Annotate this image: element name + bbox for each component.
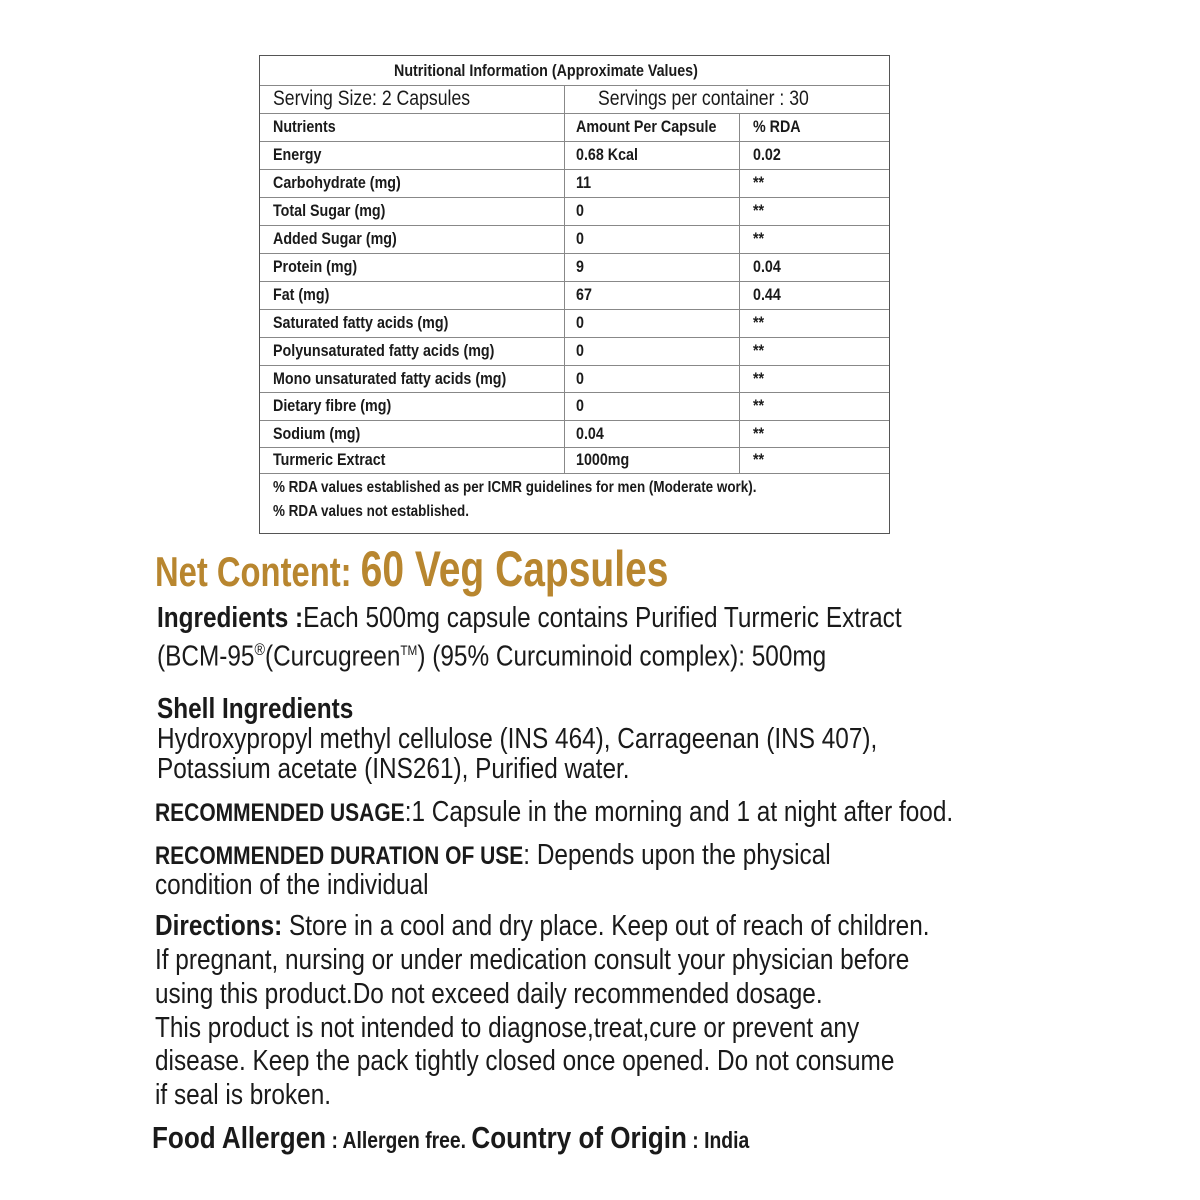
column-header-rda: % RDA [753,117,801,136]
nutrition-title: Nutritional Information (Approximate Values) [393,60,698,80]
directions: Directions: Store in a cool and dry place. Keep out of reach of children. [155,910,930,942]
nutrient-rda: ** [753,341,765,360]
registered-mark: ® [254,640,265,659]
recommended-usage-text: :1 Capsule in the morning and 1 at night after food. [404,796,954,828]
ingredients [157,602,1043,635]
nutrient-name: Saturated fatty acids (mg) [273,313,449,332]
recommended-usage-label: RECOMMENDED USAGE [155,799,405,827]
nutrient-name: Sodium (mg) [273,423,361,443]
column-divider [739,113,740,473]
nutrient-amount: 0.04 [576,423,604,443]
column-header-nutrients: Nutrients [273,117,336,136]
recommended-duration-line-2: condition of the individual [155,869,429,901]
column-header-amount: Amount Per Capsule [576,117,717,136]
table-row [260,253,889,282]
nutrient-amount: 0 [576,341,584,360]
table-row [260,281,889,310]
nutrient-rda: ** [753,423,765,443]
allergen-origin [152,1120,863,1156]
table-row [260,447,889,474]
directions-line: disease. Keep the pack tightly closed once opened. Do not consume [155,1045,895,1077]
nutrient-rda: ** [753,313,765,332]
nutrient-amount: 0 [576,201,584,220]
nutrient-name: Added Sugar (mg) [273,229,397,248]
shell-ingredients-line: Potassium acetate (INS261), Purified water. [157,753,630,785]
directions-line: This product is not intended to diagnose,treat,cure or prevent any [155,1012,860,1044]
nutrient-name: Energy [273,145,322,164]
nutrient-rda: 0.04 [753,257,781,276]
nutrient-amount: 9 [576,257,584,276]
country-of-origin-text: : India [686,1127,750,1153]
recommended-duration-label: RECOMMENDED DURATION OF USE [155,842,524,870]
food-allergen-label: Food Allergen [152,1120,327,1155]
nutrition-title-row [260,56,889,86]
rda-footnote: % RDA values not established. [273,503,469,520]
nutrient-rda: ** [753,396,765,415]
table-header-row [260,113,889,142]
nutrient-amount: 0 [576,313,584,332]
nutrient-name: Protein (mg) [273,257,358,276]
nutrient-name: Fat (mg) [273,285,330,304]
trademark-mark: TM [400,642,418,658]
nutrient-name: Dietary fibre (mg) [273,396,392,415]
table-row [260,309,889,338]
serving-size: Serving Size: 2 Capsules [273,87,471,110]
nutrient-name: Total Sugar (mg) [273,201,386,220]
rda-footnote: % RDA values established as per ICMR guidelines for men (Moderate work). [273,479,757,496]
recommended-usage [155,796,1105,829]
recommended-duration [155,839,959,872]
nutrition-table [259,55,890,534]
ingredients-label: Ingredients : [157,602,304,634]
nutrient-amount: 0.68 Kcal [576,145,638,164]
recommended-duration-text: : Depends upon the physical [523,839,831,871]
nutrient-rda: 0.02 [753,145,781,164]
ingredients-line-2: (BCM-95®(Curcugreen™) (95% Curcuminoid complex): 500mg [157,640,827,673]
ingredients-text: Each 500mg capsule contains Purified Turmeric Extract [303,602,902,634]
food-allergen-text: : Allergen free. [326,1127,472,1153]
directions-line: using this product.Do not exceed daily recommended dosage. [155,978,823,1010]
nutrient-amount: 67 [576,285,592,304]
net-content-value: 60 Veg Capsules [360,541,669,597]
nutrient-amount: 11 [576,173,592,192]
nutrient-rda: 0.44 [753,285,781,304]
net-content-label: Net Content: [155,548,361,595]
column-divider [564,85,565,473]
net-content [155,540,813,602]
shell-ingredients-line: Hydroxypropyl methyl cellulose (INS 464), Carrageenan (INS 407), [157,723,878,755]
table-row [260,337,889,366]
nutrient-amount: 0 [576,229,584,248]
directions-line: if seal is broken. [155,1079,332,1111]
table-row [260,197,889,226]
nutrient-amount: 0 [576,396,584,415]
directions-label: Directions: [155,910,283,942]
table-row [260,365,889,393]
nutrient-amount: 0 [576,368,584,388]
table-row [260,169,889,198]
table-row [260,392,889,421]
table-row [260,225,889,254]
country-of-origin-label: Country of Origin [471,1120,687,1155]
nutrient-amount: 1000mg [576,450,630,469]
table-row [260,141,889,170]
nutrient-name: Polyunsaturated fatty acids (mg) [273,341,495,360]
directions-line: If pregnant, nursing or under medication consult your physician before [155,944,910,976]
table-row [260,420,889,448]
nutrient-rda: ** [753,201,765,220]
nutrient-rda: ** [753,229,765,248]
servings-per-container: Servings per container : 30 [598,87,809,110]
nutrient-rda: ** [753,450,765,469]
serving-row [260,85,889,114]
nutrient-name: Mono unsaturated fatty acids (mg) [273,368,507,388]
nutrient-name: Carbohydrate (mg) [273,173,401,192]
nutrient-name: Turmeric Extract [273,450,386,469]
nutrient-rda: ** [753,173,765,192]
nutrient-rda: ** [753,368,765,388]
shell-ingredients-heading: Shell Ingredients [157,693,354,725]
